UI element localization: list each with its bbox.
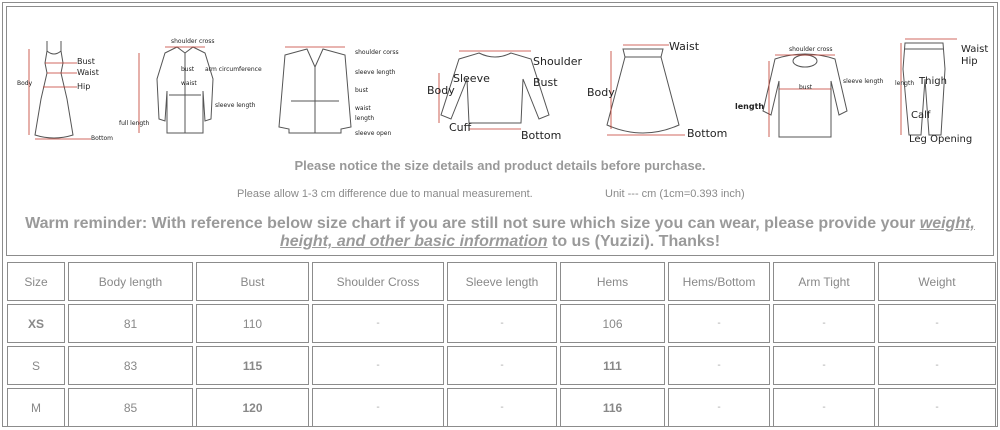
dress-waist-label: Waist (77, 68, 99, 77)
sweater-bust-label: Bust (533, 76, 558, 89)
dress-bust-label: Bust (77, 57, 95, 66)
reminder-lead: Warm reminder: With reference below size chart if you are still not sure which size you can wear, please provide your (25, 215, 920, 232)
hems-cell: 116 (560, 388, 665, 427)
hems-bottom-cell: - (668, 304, 770, 343)
dress-body-label: Body (17, 80, 33, 87)
size-cell: M (7, 388, 65, 427)
size-cell: S (7, 346, 65, 385)
jacket-sketch (263, 43, 403, 148)
shoulder-cross-cell: - (312, 388, 444, 427)
table-header-row (7, 262, 996, 301)
measurement-guide-panel (6, 6, 994, 256)
hoodie-sketch (735, 41, 885, 151)
hoodie-sleeve-label: sleeve length (843, 78, 884, 85)
dress-hip-label: Hip (77, 82, 91, 91)
col-header-hems: Hems (560, 262, 665, 301)
jacket-waist-label: waist (355, 105, 371, 112)
coat-full-label: full length (119, 120, 150, 127)
dress-bottom-label: Bottom (91, 135, 114, 142)
sweater-bottom-label: Bottom (521, 129, 562, 142)
pants-calf-label: Calf (911, 110, 931, 121)
size-cell: XS (7, 304, 65, 343)
weight-cell: - (878, 346, 996, 385)
col-header-size: Size (7, 262, 65, 301)
hems-bottom-cell: - (668, 346, 770, 385)
table-row (7, 346, 996, 385)
warm-reminder (7, 215, 993, 251)
sweater-sketch (419, 43, 582, 148)
shoulder-cross-cell: - (312, 346, 444, 385)
body-length-cell: 81 (68, 304, 193, 343)
skirt-body-label: Body (587, 86, 615, 99)
jacket-sleeve-label: sleeve length (355, 69, 396, 76)
sweater-sleeve-label: Sleeve (453, 72, 490, 85)
col-header-hems-bottom: Hems/Bottom (668, 262, 770, 301)
sleeve-length-cell: - (447, 388, 557, 427)
hoodie-shoulder-label: shoulder cross (789, 46, 833, 53)
bust-cell: 120 (196, 388, 309, 427)
arm-tight-cell: - (773, 388, 875, 427)
shoulder-cross-cell: - (312, 304, 444, 343)
pants-length-label: length (895, 80, 915, 87)
col-header-arm-tight: Arm Tight (773, 262, 875, 301)
coat-sketch (119, 38, 262, 149)
pants-waist-label: Waist (961, 44, 989, 55)
pants-thigh-label: Thigh (919, 76, 947, 87)
skirt-bottom-label: Bottom (687, 127, 728, 140)
hems-bottom-cell: - (668, 388, 770, 427)
arm-tight-cell: - (773, 304, 875, 343)
reminder-emphasis: weight, height, and other basic information (279, 215, 975, 250)
hoodie-bust-label: bust (799, 84, 813, 91)
coat-waist-label: waist (181, 80, 197, 87)
coat-bust-label: bust (181, 66, 195, 73)
purchase-notice: Please notice the size details and product details before purchase. (294, 158, 706, 173)
bust-cell: 115 (196, 346, 309, 385)
coat-arm-label: arm circumference (205, 66, 262, 73)
hems-cell: 106 (560, 304, 665, 343)
weight-cell: - (878, 304, 996, 343)
col-header-weight: Weight (878, 262, 996, 301)
col-header-shoulder-cross: Shoulder Cross (312, 262, 444, 301)
sweater-shoulder-label: Shoulder (533, 55, 582, 68)
sleeve-length-cell: - (447, 304, 557, 343)
col-header-body-length: Body length (68, 262, 193, 301)
pants-hip-label: Hip (961, 56, 978, 67)
hems-cell: 111 (560, 346, 665, 385)
weight-cell: - (878, 388, 996, 427)
jacket-sleeve-open-label: sleeve open (355, 130, 392, 137)
size-chart-table (4, 259, 999, 430)
hoodie-length-label: length (735, 102, 765, 111)
hoodie-outline-icon (735, 41, 885, 151)
col-header-bust: Bust (196, 262, 309, 301)
jacket-shoulder-label: shoulder corss (355, 49, 399, 56)
coat-outline-icon (119, 39, 259, 149)
unit-note: Unit --- cm (1cm=0.393 inch) (605, 188, 745, 200)
measurement-allowance-note: Please allow 1-3 cm difference due to manual measurement. (237, 188, 533, 200)
pants-leg-opening-label: Leg Opening (909, 134, 973, 145)
body-length-cell: 83 (68, 346, 193, 385)
jacket-length-label: length (355, 115, 375, 122)
table-row (7, 388, 996, 427)
coat-shoulder-label: shoulder cross (171, 38, 215, 45)
sweater-body-label: Body (427, 84, 455, 97)
sweater-cuff-label: Cuff (449, 121, 472, 134)
pants-sketch (887, 39, 992, 154)
sleeve-length-cell: - (447, 346, 557, 385)
bust-cell: 110 (196, 304, 309, 343)
arm-tight-cell: - (773, 346, 875, 385)
col-header-sleeve-length: Sleeve length (447, 262, 557, 301)
skirt-waist-label: Waist (669, 40, 700, 53)
body-length-cell: 85 (68, 388, 193, 427)
skirt-sketch (583, 41, 733, 151)
reminder-tail: to us (Yuzizi). Thanks! (547, 233, 721, 250)
jacket-bust-label: bust (355, 87, 369, 94)
coat-sleeve-label: sleeve length (215, 102, 256, 109)
table-row (7, 304, 996, 343)
